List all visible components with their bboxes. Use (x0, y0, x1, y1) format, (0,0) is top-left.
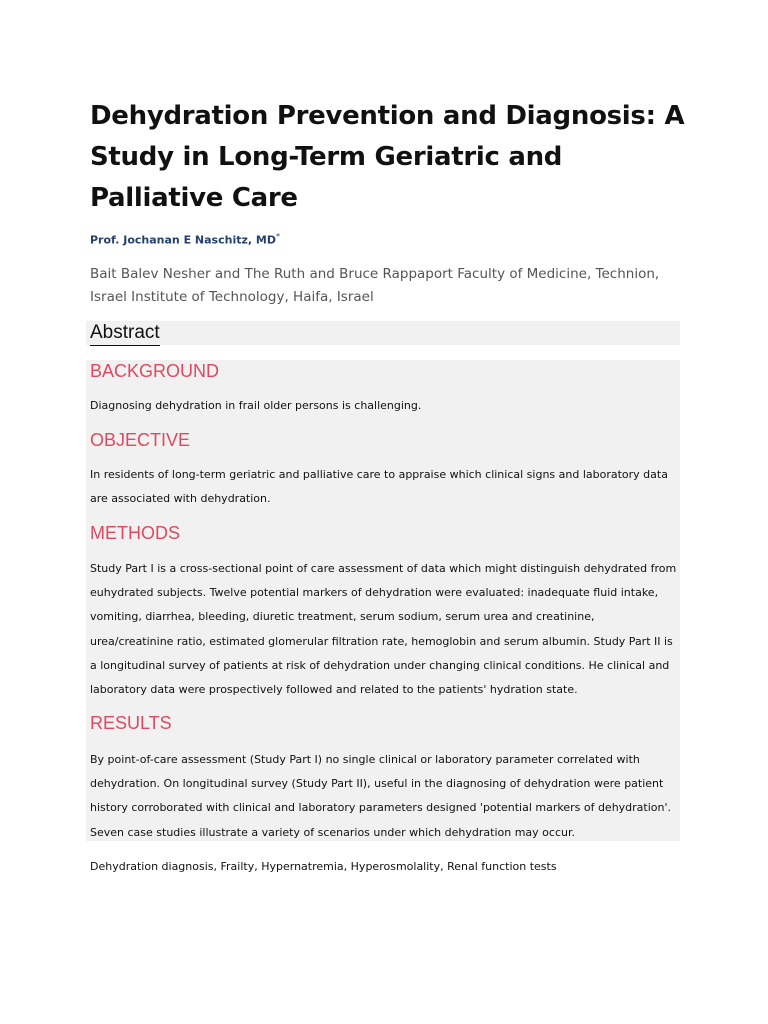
author-name[interactable]: Prof. Jochanan E Naschitz, MD (90, 233, 276, 247)
section-heading-methods: METHODS (90, 523, 180, 543)
section-text-methods: Study Part I is a cross-sectional point of care assessment of data which might distinguish dehydrated from euhydrated subjects. Twelve potential markers of dehydration were evaluated: inadequate fluid intake, vomiting, diarrhea, bleeding, diuretic treatment, serum sodium, serum urea and creatinine, urea/creatinine ratio, estimated glomerular filtration rate, hemoglobin and serum albumin. Study Part II is a longitudinal survey of patients at risk of dehydration under changing clinical conditions. He clinical and laboratory data were prospectively followed and related to the patients' hydration state. (90, 562, 677, 697)
author-line (90, 232, 280, 247)
abstract-heading: Abstract (90, 321, 160, 346)
abstract-heading-bar (86, 321, 680, 345)
author-affiliation: Bait Balev Nesher and The Ruth and Bruce Rappaport Faculty of Medicine, Technion, Israel Institute of Technology, Haifa, Israel (90, 266, 660, 305)
abstract-panel (86, 360, 680, 841)
section-text-objective: In residents of long-term geriatric and palliative care to appraise which clinical signs and laboratory data are associated with dehydration. (90, 468, 668, 506)
author-affiliation-mark: * (275, 232, 280, 241)
section-heading-objective: OBJECTIVE (90, 430, 191, 450)
section-text-background: Diagnosing dehydration in frail older persons is challenging. (90, 399, 422, 412)
section-heading-background: BACKGROUND (90, 361, 220, 381)
section-text-results: By point-of-care assessment (Study Part I) no single clinical or laboratory parameter correlated with dehydration. On longitudinal survey (Study Part II), useful in the diagnosing of dehydration were patient history corroborated with clinical and laboratory parameters designed 'potential markers of dehydration'. Seven case studies illustrate a variety of scenarios under which dehydration may occur. (90, 753, 672, 839)
section-heading-results: RESULTS (90, 713, 172, 733)
keywords-line: Dehydration diagnosis, Frailty, Hypernatremia, Hyperosmolality, Renal function tests (90, 860, 557, 873)
article-title: Dehydration Prevention and Diagnosis: A Study in Long-Term Geriatric and Palliative Care (90, 101, 685, 213)
